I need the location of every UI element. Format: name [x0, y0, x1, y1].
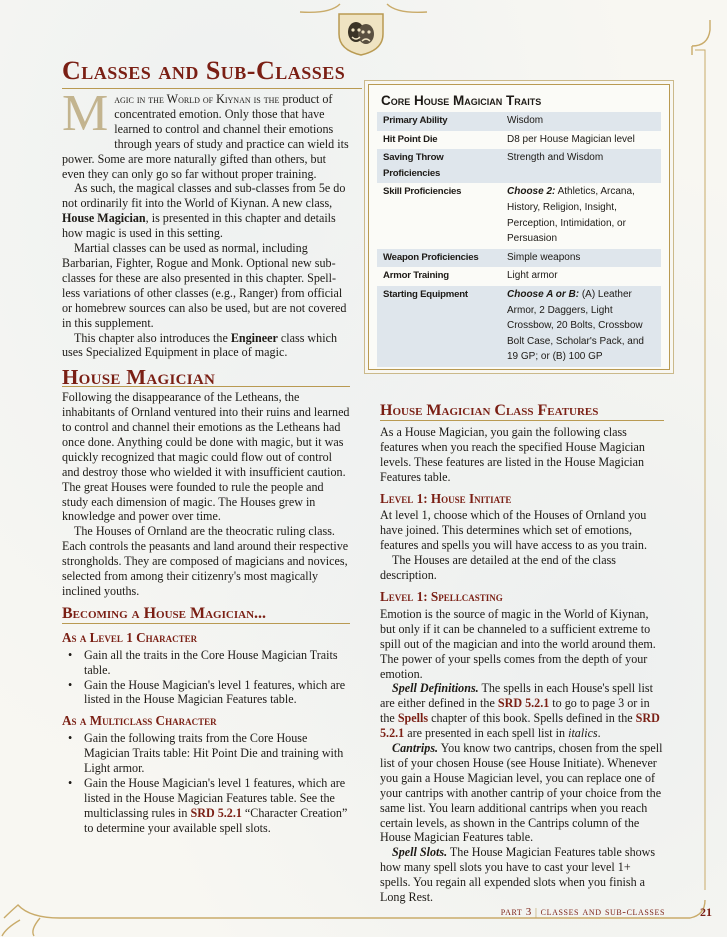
house-magician-heading: House Magician	[62, 370, 350, 387]
theater-masks-icon	[336, 12, 386, 56]
spellcasting-heading: Level 1: Spellcasting	[380, 588, 503, 604]
initiate-paragraph-1: At level 1, choose which of the Houses of Ornland you have joined. This determines which set of emotions, features and spells you will have access to as you train.	[380, 508, 647, 553]
table-row: Starting Equipment Choose A or B: (A) Leather Armor, 2 Daggers, Light Crossbow, 20 Bolts, Crossbow Bolt Case, Scholar's Pack, and 19 GP; or (B) 100 GP	[377, 286, 661, 367]
cantrips-paragraph: Cantrips. You know two cantrips, chosen from the spell list of your chosen House (see House Initiate). Whenever you gain a House Magician level, you can replace one of your cantrips with another cantrip of your choice from the same list. You learn additional cantrips when you reach certain levels, as shown in the Cantrips column of the House Magician Features table.	[380, 741, 663, 845]
becoming-heading: Becoming a House Magician...	[62, 607, 350, 624]
spell-definitions-paragraph: Spell Definitions. The spells in each House's spell list are either defined in the SRD 5.2.1 to go to page 3 or in the Spells chapter of this book. Spells defined in the SRD 5.2.1 are presented in each spell list in italics.	[380, 681, 660, 741]
left-column	[62, 85, 350, 838]
intro-paragraph-2: As such, the magical classes and sub-classes from 5e do not ordinarily fit into the World of Kiynan. A new class, House Magician, is presented in this chapter and details how magic is used in this setting.	[62, 181, 346, 241]
srd-link[interactable]: SRD 5.2.1	[190, 805, 242, 820]
right-column	[380, 396, 664, 905]
page-number: 21	[700, 905, 712, 919]
core-traits-box	[368, 84, 670, 370]
spellcasting-paragraph: Emotion is the source of magic in the World of Kiynan, but only if it can be channeled to a sufficient extreme to spill out of the magician and into the world around them. The power of your spells comes from the depth of your emotion.	[380, 606, 656, 681]
table-row: Armor Training Light armor	[377, 267, 661, 286]
table-row: Weapon Proficiencies Simple weapons	[377, 249, 661, 268]
intro-paragraph-1: agic in the World of Kiynan is the product of concentrated emotion. Only those that have learned to control and channel their emotions through years of study and practice can wield its power. Some are more naturally gifted than others, but even they can only go so far without proper training.	[62, 92, 349, 181]
multiclass-list	[62, 731, 350, 835]
footer-part: part 3	[500, 906, 532, 918]
table-row: Primary Ability Wisdom	[377, 112, 661, 131]
spell-slots-paragraph: Spell Slots. The House Magician Features table shows how many spell slots you have to cast your level 1+ spells. You regain all expended slots when you finish a Long Rest.	[380, 845, 656, 905]
house-magician-paragraph-2: The Houses of Ornland are the theocratic ruling class. Each controls the peasants and land around their respective strongholds. They are composed of magicians and novices, selected from among their citizenry's most magically inclined youths.	[62, 524, 349, 598]
intro-paragraph-4: This chapter also introduces the Engineer class which uses Specialized Equipment in place of magic.	[62, 330, 337, 360]
page-title: Classes and Sub-Classes	[62, 56, 362, 89]
srd-link[interactable]: SRD 5.2.1	[380, 711, 660, 741]
class-features-heading: House Magician Class Features	[380, 404, 664, 421]
drop-cap: M	[62, 85, 109, 142]
house-initiate-heading: Level 1: House Initiate	[380, 490, 512, 506]
level1-character-heading: As a Level 1 Character	[62, 629, 198, 645]
initiate-paragraph-2: The Houses are detailed at the end of the class description.	[380, 553, 616, 583]
house-magician-paragraph-1: Following the disappearance of the Letheans, the inhabitants of Ornland ventured into their ruins and learned to control and channel their emotions as the Letheans had once done. Anything could be done with magic, but it was quickly recognized that magic could flow out of control and destroy those who wielded it with insufficient caution. The great Houses were founded to rule the people and study each dimension of magic. The Houses grew in knowledge and power over time.	[62, 390, 350, 524]
list-item: • Gain the House Magician's level 1 features, which are listed in the House Magician Features table.	[62, 678, 350, 708]
srd-link[interactable]: SRD 5.2.1	[497, 696, 550, 711]
table-row: Saving Throw Proficiencies Strength and Wisdom	[377, 149, 661, 183]
list-item: • Gain the following traits from the Core House Magician Traits table: Hit Point Die and training with Light armor.	[62, 731, 350, 776]
traits-table	[377, 112, 661, 367]
intro-paragraph-3: Martial classes can be used as normal, including Barbarian, Fighter, Rogue and Monk. Optional new sub-classes for these are also presented in this chapter. Spell-less variations of other classes (e.g., Ranger) from official or homebrew sources can also be used, but are not covered in this supplement.	[62, 241, 347, 330]
list-item: • Gain all the traits in the Core House Magician Traits table.	[62, 648, 350, 678]
page-footer: part 3 | classes and sub-classes	[500, 906, 665, 918]
spells-link[interactable]: Spells	[397, 711, 429, 726]
level1-list	[62, 648, 350, 708]
table-row: Hit Point Die D8 per House Magician level	[377, 131, 661, 150]
footer-section: classes and sub-classes	[540, 906, 665, 918]
intro-section	[62, 85, 350, 181]
multiclass-heading: As a Multiclass Character	[62, 713, 217, 729]
table-row: Skill Proficiencies Choose 2: Athletics, Arcana, History, Religion, Insight, Perception, Intimidation, or Persuasion	[377, 183, 661, 248]
list-item: • Gain the House Magician's level 1 features, which are listed in the House Magician Features table. See the multiclassing rules in SRD 5.2.1 “Character Creation” to determine your available spell slots.	[62, 776, 350, 836]
class-features-intro: As a House Magician, you gain the following class features when you reach the specified House Magician levels. These features are listed in the House Magician Features table.	[380, 424, 645, 484]
traits-table-title: Core House Magician Traits	[381, 93, 542, 108]
